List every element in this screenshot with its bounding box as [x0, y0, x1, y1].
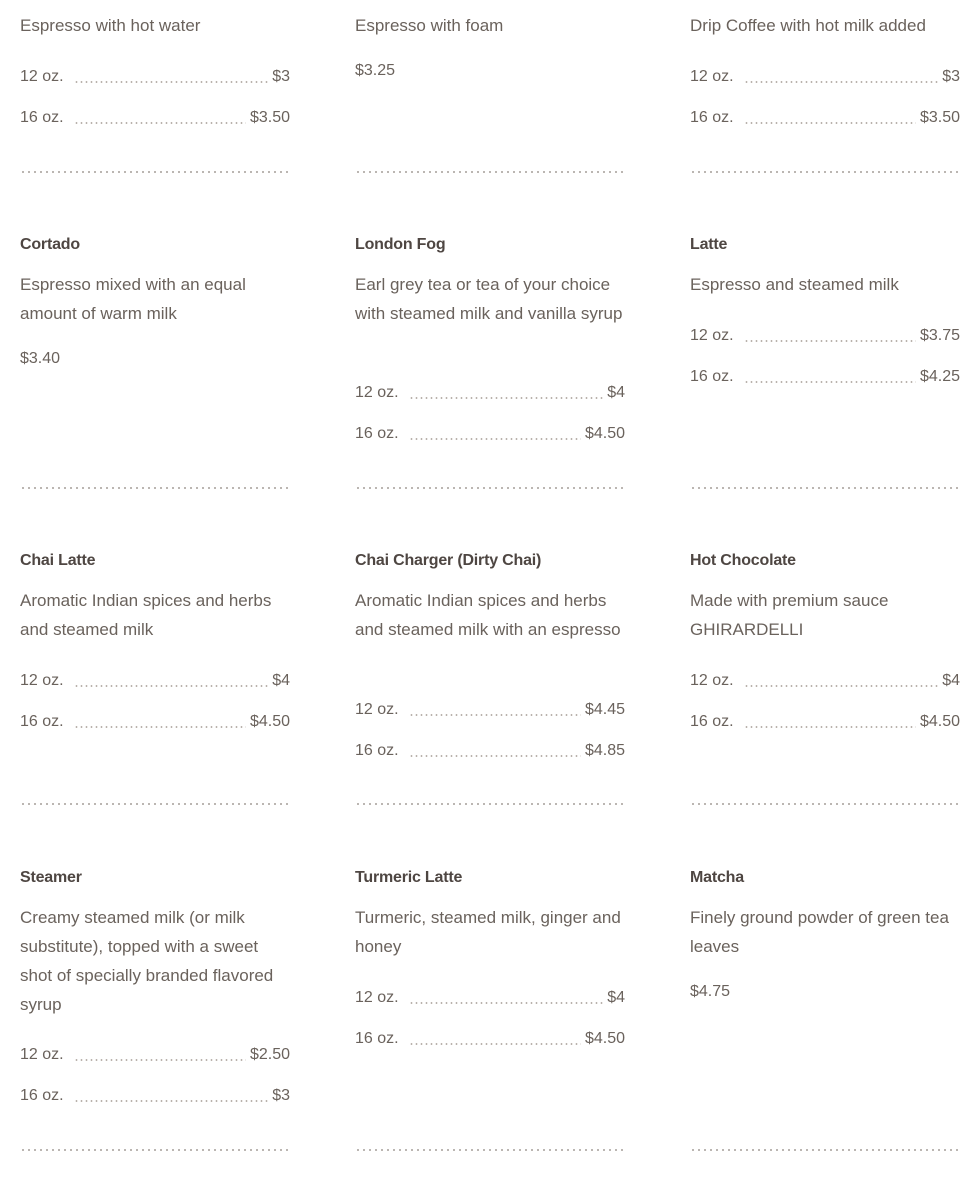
- size-label: 16 oz.: [20, 109, 64, 126]
- size-label: 16 oz.: [690, 713, 734, 730]
- dot-leader: [74, 726, 246, 728]
- dot-leader: [744, 81, 939, 83]
- price-row-16oz: [20, 109, 290, 127]
- price: $3.75: [919, 327, 960, 344]
- price: $3.40: [20, 350, 61, 367]
- price: $3: [272, 68, 290, 85]
- price: $4: [942, 672, 960, 689]
- item-divider: [20, 1149, 290, 1151]
- size-label: 16 oz.: [355, 425, 399, 442]
- price-row-12oz: [690, 327, 960, 345]
- size-label: 12 oz.: [20, 68, 64, 85]
- price: $4: [607, 384, 625, 401]
- item-description: Aromatic Indian spices and herbs and steamed milk: [20, 591, 272, 639]
- price: $3.50: [249, 109, 290, 126]
- price-row-12oz: [355, 701, 625, 719]
- item-name: Steamer: [20, 869, 82, 886]
- item-description: Espresso with hot water: [20, 16, 201, 35]
- size-label: 12 oz.: [355, 384, 399, 401]
- price: $3.25: [355, 62, 396, 79]
- price: $3.50: [919, 109, 960, 126]
- price-row-12oz: [20, 1046, 290, 1064]
- price-row-12oz: [20, 672, 290, 690]
- item-description: Espresso with foam: [355, 16, 504, 35]
- item-name: Chai Latte: [20, 552, 96, 569]
- price-row-12oz: [20, 68, 290, 86]
- size-label: 16 oz.: [690, 368, 734, 385]
- price-row-16oz: [690, 713, 960, 731]
- size-label: 16 oz.: [20, 713, 64, 730]
- dot-leader: [409, 438, 581, 440]
- size-label: 12 oz.: [690, 68, 734, 85]
- size-label: 16 oz.: [20, 1087, 64, 1104]
- dot-leader: [744, 726, 916, 728]
- price-row-12oz: [690, 672, 960, 690]
- price-row-16oz: [355, 425, 625, 443]
- size-label: 12 oz.: [690, 672, 734, 689]
- item-divider: [690, 171, 960, 173]
- size-label: 12 oz.: [355, 989, 399, 1006]
- price: $4.50: [584, 1030, 625, 1047]
- item-divider: [20, 803, 290, 805]
- size-label: 12 oz.: [690, 327, 734, 344]
- price: $3: [272, 1087, 290, 1104]
- price: $4: [607, 989, 625, 1006]
- dot-leader: [74, 122, 246, 124]
- item-divider: [355, 803, 625, 805]
- item-description: Turmeric, steamed milk, ginger and honey: [355, 908, 621, 956]
- item-description: Drip Coffee with hot milk added: [690, 16, 926, 35]
- size-label: 12 oz.: [20, 672, 64, 689]
- price: $4.50: [919, 713, 960, 730]
- item-divider: [355, 1149, 625, 1151]
- price: $3: [942, 68, 960, 85]
- price: $4.85: [584, 742, 625, 759]
- dot-leader: [744, 381, 916, 383]
- item-divider: [690, 1149, 960, 1151]
- item-divider: [20, 487, 290, 489]
- price-row-12oz: [355, 384, 625, 402]
- dot-leader: [409, 397, 604, 399]
- price-row-16oz: [690, 368, 960, 386]
- dot-leader: [409, 755, 581, 757]
- dot-leader: [744, 340, 916, 342]
- item-divider: [355, 171, 625, 173]
- item-description: Aromatic Indian spices and herbs and steamed milk with an espresso: [355, 591, 621, 639]
- price-row-16oz: [690, 109, 960, 127]
- item-name: Hot Chocolate: [690, 552, 796, 569]
- price: $4.25: [919, 368, 960, 385]
- dot-leader: [744, 685, 939, 687]
- size-label: 16 oz.: [355, 1030, 399, 1047]
- item-description: Espresso and steamed milk: [690, 275, 899, 294]
- item-divider: [690, 803, 960, 805]
- item-name: Latte: [690, 236, 728, 253]
- item-name: Turmeric Latte: [355, 869, 463, 886]
- price: $4.45: [584, 701, 625, 718]
- item-name: London Fog: [355, 236, 446, 253]
- dot-leader: [409, 1002, 604, 1004]
- dot-leader: [409, 714, 581, 716]
- price: $4.50: [584, 425, 625, 442]
- price-row-16oz: [20, 1087, 290, 1105]
- item-description: Earl grey tea or tea of your choice with steamed milk and vanilla syrup: [355, 275, 623, 323]
- price-row-16oz: [355, 1030, 625, 1048]
- price: $4.75: [690, 983, 731, 1000]
- item-description: Finely ground powder of green tea leaves: [690, 908, 949, 956]
- price-row-16oz: [355, 742, 625, 760]
- size-label: 12 oz.: [20, 1046, 64, 1063]
- item-divider: [20, 171, 290, 173]
- item-divider: [690, 487, 960, 489]
- price-row-12oz: [355, 989, 625, 1007]
- price: $2.50: [249, 1046, 290, 1063]
- item-description: Creamy steamed milk (or milk substitute), topped with a sweet shot of specially branded flavored syrup: [20, 908, 274, 1014]
- item-name: Chai Charger (Dirty Chai): [355, 552, 542, 569]
- item-name: Matcha: [690, 869, 744, 886]
- dot-leader: [74, 685, 269, 687]
- dot-leader: [409, 1043, 581, 1045]
- item-divider: [355, 487, 625, 489]
- size-label: 16 oz.: [690, 109, 734, 126]
- item-description: Espresso mixed with an equal amount of warm milk: [20, 275, 246, 323]
- dot-leader: [744, 122, 916, 124]
- dot-leader: [74, 1100, 269, 1102]
- size-label: 16 oz.: [355, 742, 399, 759]
- dot-leader: [74, 81, 269, 83]
- item-description: Made with premium sauce GHIRARDELLI: [690, 591, 889, 639]
- dot-leader: [74, 1059, 246, 1061]
- price-row-16oz: [20, 713, 290, 731]
- price: $4.50: [249, 713, 290, 730]
- item-name: Cortado: [20, 236, 80, 253]
- price: $4: [272, 672, 290, 689]
- size-label: 12 oz.: [355, 701, 399, 718]
- price-row-12oz: [690, 68, 960, 86]
